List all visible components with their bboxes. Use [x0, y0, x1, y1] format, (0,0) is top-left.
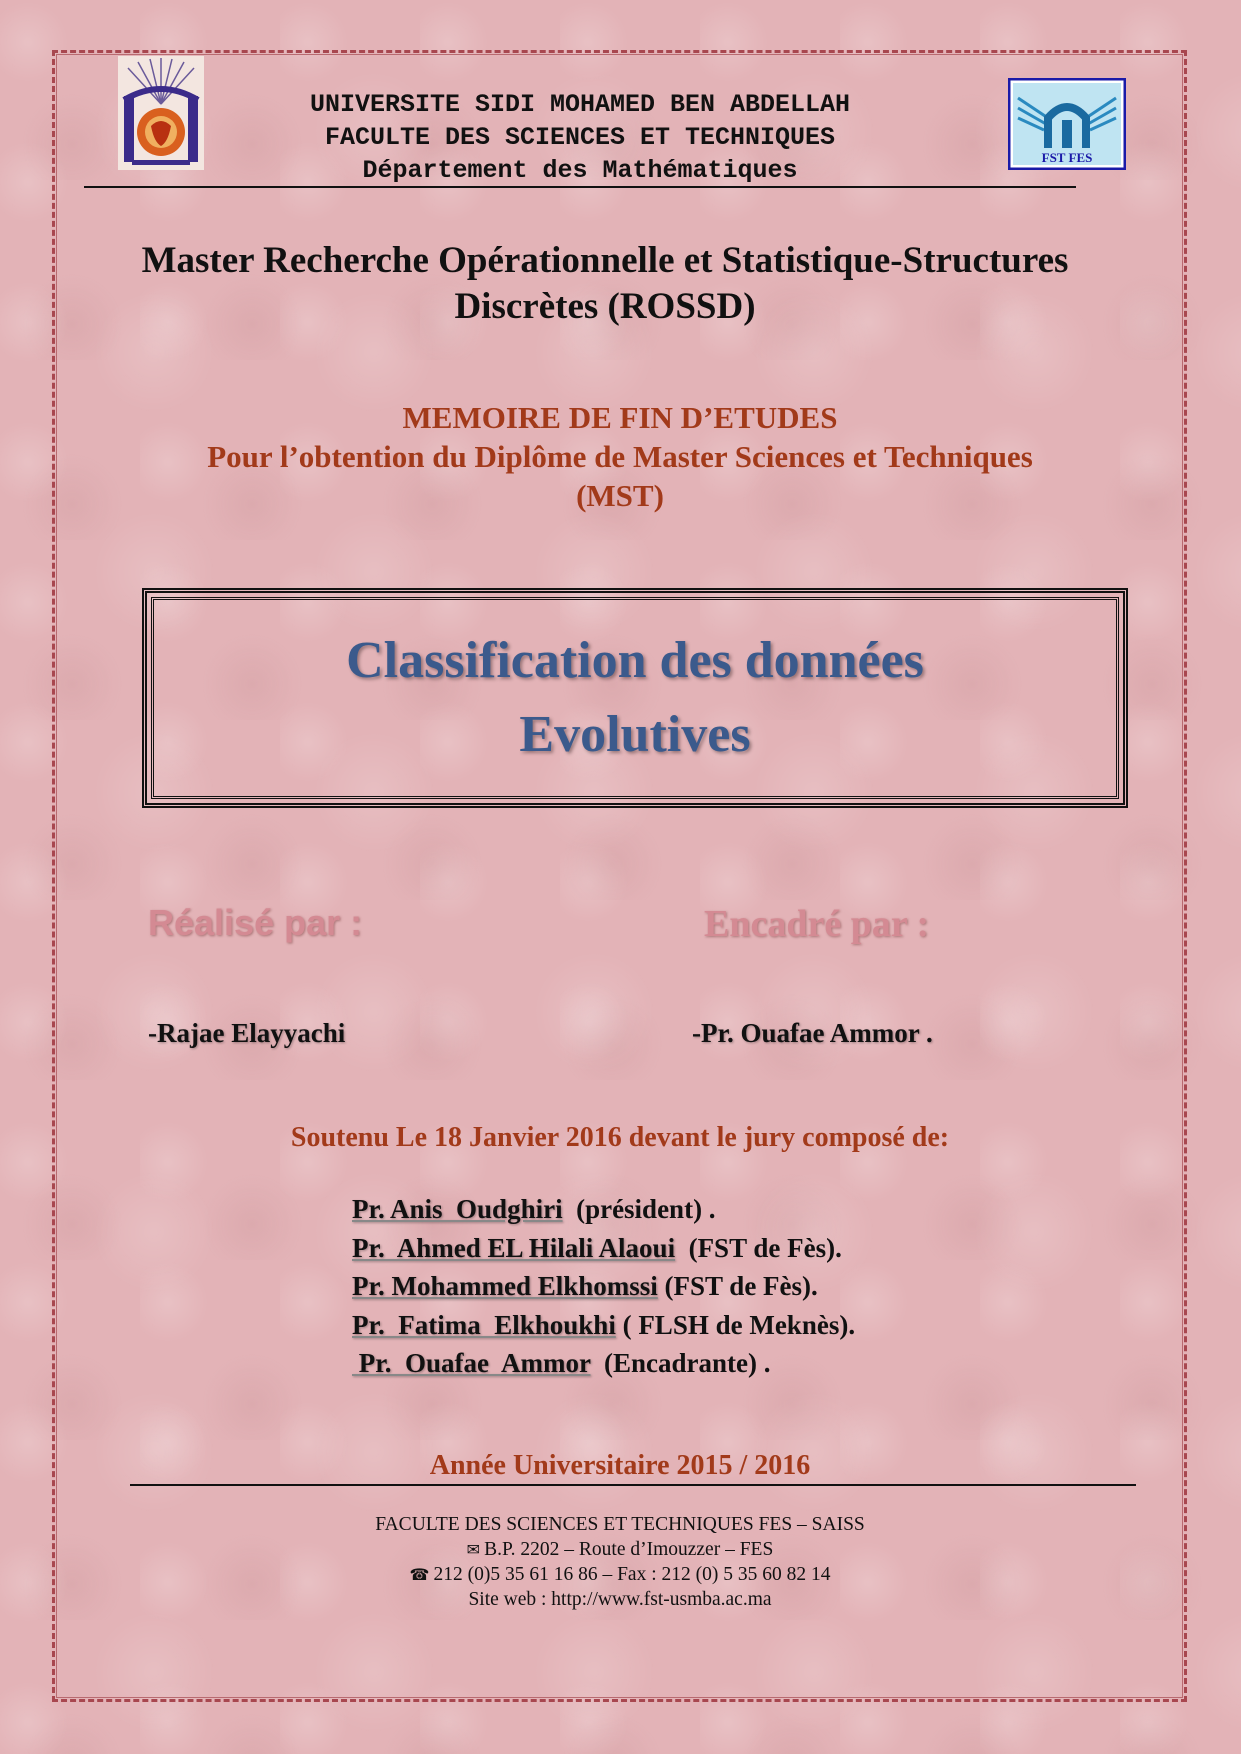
memoire-heading	[100, 398, 1140, 515]
thesis-title-box	[142, 588, 1128, 808]
jury-member	[352, 1306, 855, 1345]
jury-member-name: Pr. Ahmed EL Hilali Alaoui	[352, 1232, 676, 1263]
jury-member-name: Pr. Anis Oudghiri	[352, 1194, 563, 1224]
master-line-2: Discrètes (ROSSD)	[454, 286, 756, 327]
footer-address	[120, 1537, 1120, 1562]
jury-member	[352, 1344, 855, 1383]
author-name: -Rajae Elayyachi	[148, 1018, 346, 1048]
footer-address-text: B.P. 2202 – Route d’Imouzzer – FES	[484, 1539, 774, 1560]
jury-member-role: (FST de Fès).	[675, 1232, 842, 1263]
supervisor-name: -Pr. Ouafae Ammor .	[692, 1018, 933, 1048]
department-name: Département des Mathématiques	[362, 156, 798, 185]
jury-member-name: Pr. Fatima Elkhoukhi	[352, 1309, 616, 1340]
jury-member-name: Pr. Ouafae Ammor	[352, 1348, 591, 1378]
institution-header	[220, 88, 940, 187]
academic-year: Année Universitaire 2015 / 2016	[429, 1450, 811, 1481]
master-program	[100, 238, 1110, 330]
header-divider	[84, 186, 1076, 188]
jury-member-name: Pr. Mohammed Elkhomssi	[352, 1271, 658, 1301]
jury-member-role: (président) .	[562, 1194, 716, 1224]
university-emblem-icon	[118, 56, 204, 170]
logo-text: FST FES	[1041, 150, 1093, 165]
footer-phone-text: 212 (0)5 35 61 16 86 – Fax : 212 (0) 5 35 60 82 14	[433, 1564, 831, 1585]
master-line-1: Master Recherche Opérationnelle et Statistique-Structures	[141, 240, 1069, 281]
university-name: UNIVERSITE SIDI MOHAMED BEN ABDELLAH	[309, 90, 851, 119]
footer-phone	[120, 1562, 1120, 1587]
footer-contact	[120, 1512, 1120, 1612]
realise-label: Réalisé par :	[148, 902, 363, 943]
jury-member-role: (Encadrante) .	[590, 1348, 771, 1378]
footer-faculty: FACULTE DES SCIENCES ET TECHNIQUES FES – SAISS	[375, 1514, 865, 1535]
jury-member	[352, 1267, 855, 1306]
thesis-title-inner	[151, 597, 1119, 799]
memoire-line-3: (MST)	[576, 478, 664, 513]
jury-member	[352, 1190, 855, 1229]
defense-statement: Soutenu Le 18 Janvier 2016 devant le jury composé de:	[290, 1122, 950, 1153]
faculty-name: FACULTE DES SCIENCES ET TECHNIQUES	[324, 123, 836, 152]
memoire-line-1: MEMOIRE DE FIN D’ETUDES	[402, 400, 838, 435]
fst-fes-logo-icon	[1008, 78, 1126, 170]
jury-member-role: ( FLSH de Meknès).	[615, 1309, 856, 1340]
encadre-label: Encadré par :	[704, 903, 930, 945]
thesis-title-line-1: Classification des données	[346, 632, 924, 689]
thesis-title-line-2: Evolutives	[519, 706, 751, 763]
footer-website: Site web : http://www.fst-usmba.ac.ma	[468, 1589, 772, 1610]
jury-member	[352, 1229, 855, 1268]
memoire-line-2: Pour l’obtention du Diplôme de Master Sciences et Techniques	[207, 439, 1033, 474]
footer-divider	[130, 1484, 1136, 1486]
jury-member-role: (FST de Fès).	[657, 1271, 818, 1301]
thesis-title	[315, 624, 955, 772]
mailbox-icon: ✉	[466, 1540, 481, 1559]
telephone-icon: ☎	[409, 1565, 430, 1584]
jury-list	[352, 1190, 855, 1383]
